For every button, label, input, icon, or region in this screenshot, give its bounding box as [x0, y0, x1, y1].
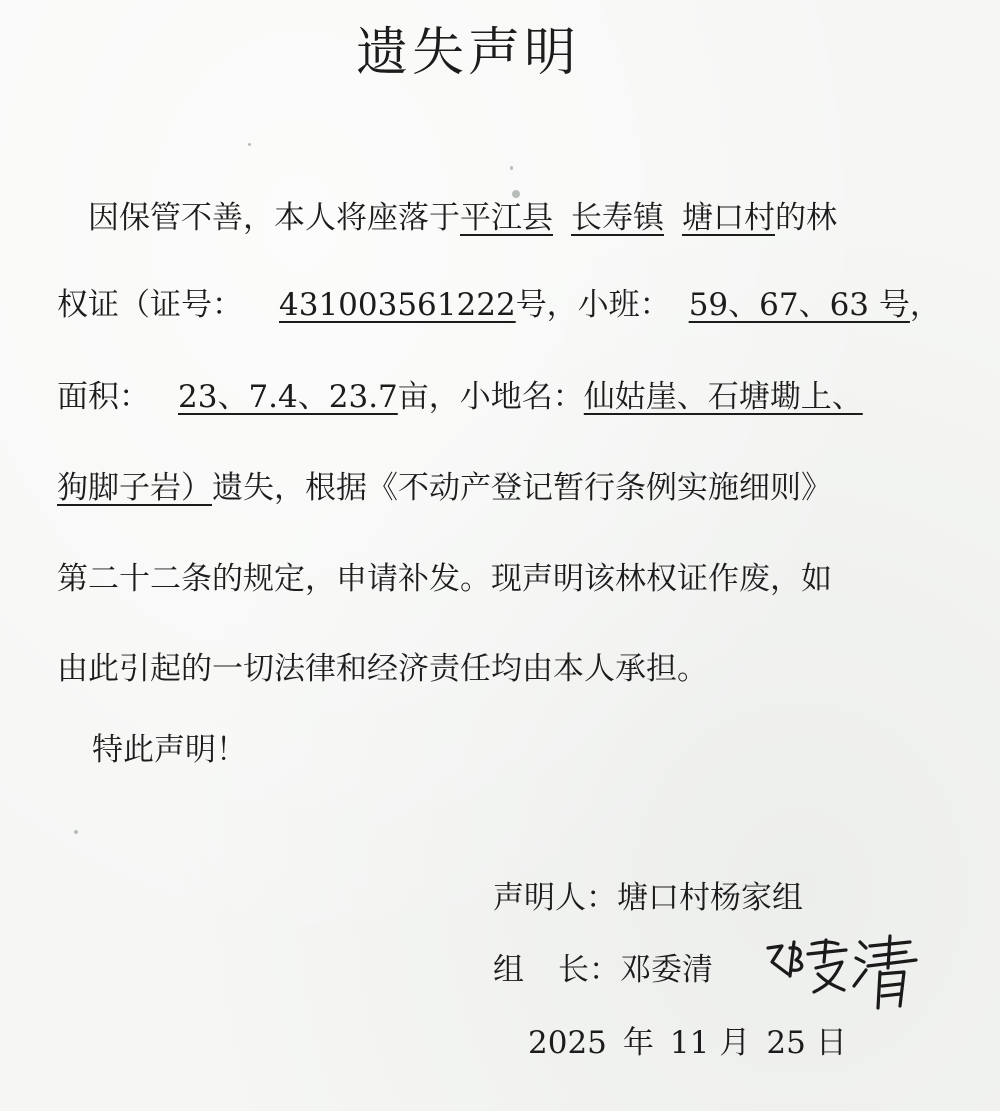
body-line-3 [57, 375, 863, 419]
body-line-4 [57, 466, 832, 510]
body-line-1 [88, 196, 837, 240]
leader-value: 邓委清 [620, 952, 713, 988]
date-line [528, 1021, 847, 1065]
date-year: 2025 [528, 1025, 607, 1061]
body-text: 亩，小地名： [397, 379, 584, 415]
body-text: 的林 [775, 200, 837, 236]
area-values: 23、7.4、23.7 [178, 379, 398, 415]
paper-speck [74, 830, 78, 834]
place-names: 狗脚子岩） [57, 470, 212, 506]
date-day-unit: 日 [815, 1025, 847, 1061]
county-name: 平江县 长寿镇 塘口村 [460, 200, 775, 236]
body-line-5 [57, 557, 832, 601]
leader-label: 组 [493, 952, 524, 988]
body-text: 第二十二条的规定，申请补发。现声明该林权证作废，如 [57, 561, 832, 597]
body-line-6 [57, 647, 708, 691]
leader-line [493, 948, 713, 992]
date-day: 25 [766, 1025, 806, 1061]
paper-speck [248, 143, 251, 146]
body-text: 权证（证号： [57, 287, 243, 323]
body-text: 由此引起的一切法律和经济责任均由本人承担。 [57, 651, 708, 687]
body-text: 号，小班： [515, 287, 671, 323]
date-month-unit: 月 [719, 1025, 751, 1061]
date-year-unit: 年 [622, 1025, 654, 1061]
body-text: 因保管不善，本人将座落于 [88, 200, 460, 236]
body-text: 遗失，根据《不动产登记暂行条例实施细则》 [212, 470, 832, 506]
declarant-line [493, 876, 803, 920]
handwritten-signature [760, 928, 920, 1018]
paper-speck [512, 190, 520, 198]
body-text: ， [909, 287, 941, 323]
plot-numbers: 59、67、63 号 [688, 287, 910, 323]
body-text: 特此声明！ [92, 732, 247, 768]
body-line-2 [57, 283, 941, 327]
body-text: 面积： [57, 379, 150, 415]
declarant-value: 塘口村杨家组 [617, 880, 803, 916]
date-month: 11 [669, 1025, 710, 1061]
leader-label: 长： [558, 952, 620, 988]
page-title: 遗失声明 [355, 23, 580, 83]
closing-line [92, 728, 247, 772]
place-names: 仙姑崖、石塘墈上、 [583, 379, 863, 415]
declarant-label: 声明人： [493, 880, 617, 916]
certificate-number: 431003561222 [279, 287, 516, 323]
paper-speck [510, 166, 513, 170]
